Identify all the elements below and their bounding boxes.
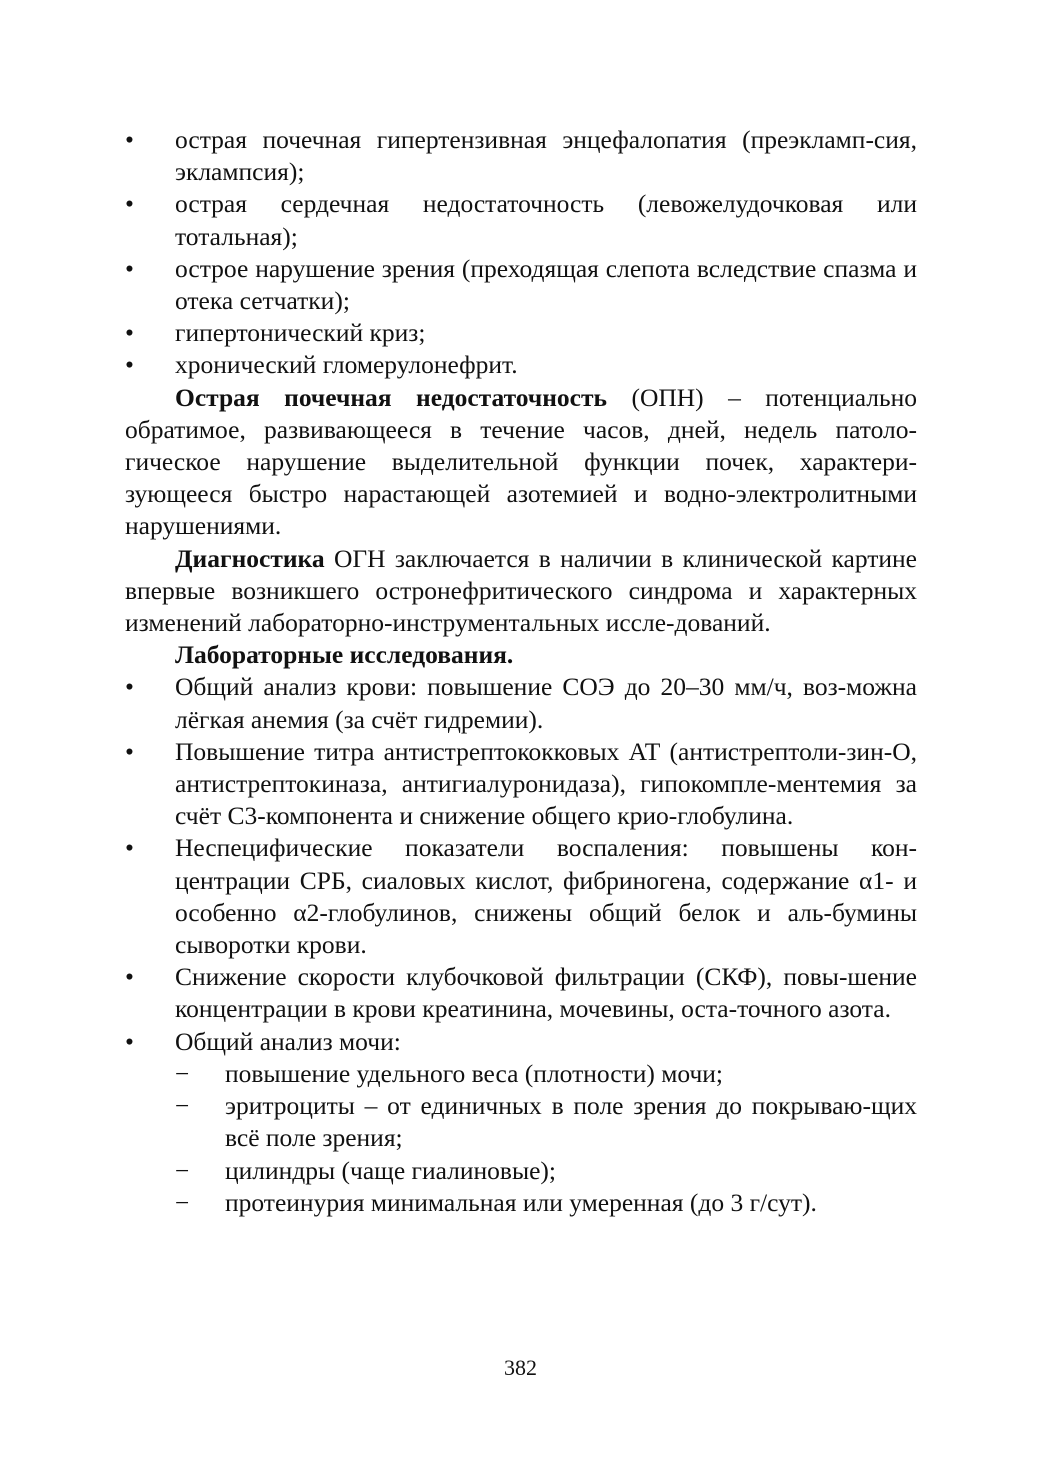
list-item: [125, 124, 917, 188]
bullet-icon: •: [125, 125, 134, 154]
list-item-text: Снижение скорости клубочковой фильтрации (СКФ), повы-шение концентрации в крови креатинина, мочевины, оста-точного азота.: [175, 962, 917, 1024]
list-item: [125, 188, 917, 252]
list-item: [125, 1026, 917, 1219]
diagnostics-term: Диагностика: [175, 543, 325, 573]
list-item: [125, 253, 917, 317]
diagnostics-text: ОГН заключается в наличии в клинической картине впервые возникшего остронефритического синдрома и характерных изменений лабораторно-инструментальных иссле-дований.: [125, 543, 917, 638]
diagnostics-paragraph: [125, 543, 917, 640]
page-number: 382: [504, 1355, 537, 1380]
sublist-item-text: эритроциты – от единичных в поле зрения до покрываю-щих всё поле зрения;: [225, 1091, 917, 1153]
bullet-icon: •: [125, 736, 134, 766]
dash-icon: −: [175, 1058, 190, 1088]
bullet-icon: •: [125, 253, 134, 283]
list-item: [125, 832, 917, 961]
sublist-item-text: протеинурия минимальная или умеренная (до 3 г/сут).: [225, 1187, 817, 1217]
list-item: [125, 736, 917, 833]
sublist-item: [175, 1155, 917, 1187]
list-item: [125, 961, 917, 1025]
bullet-icon: •: [125, 350, 134, 380]
list-item-text: острое нарушение зрения (преходящая слепота вследствие спазма и отека сетчатки);: [175, 253, 917, 316]
opn-paragraph: [125, 382, 917, 543]
list-item-text: Общий анализ мочи:: [175, 1026, 401, 1056]
dash-icon: −: [175, 1155, 190, 1185]
lab-list: [125, 671, 917, 1218]
bullet-icon: •: [125, 1026, 134, 1056]
dash-icon: −: [175, 1187, 190, 1217]
sublist-item: [175, 1058, 917, 1090]
sublist-item-text: повышение удельного веса (плотности) мочи;: [225, 1058, 724, 1088]
list-item-text: острая сердечная недостаточность (левожелудочковая или тотальная);: [175, 189, 917, 251]
list-item-text: Повышение титра антистрептококковых АТ (антистрептоли-зин-О, антистрептокиназа, антигиалуронидаза), гипокомпле-ментемия за счёт С3-компонента и снижение общего крио-глобулина.: [175, 736, 917, 831]
opn-term: Острая почечная недостаточность: [175, 382, 608, 412]
sublist-item: [175, 1090, 917, 1154]
urine-sublist: [175, 1058, 917, 1219]
opn-text: (ОПН) – потенциально обратимое, развивающееся в течение часов, дней, недель патоло-гическое нарушение выделительной функции почек, характери-зующееся быстро нарастающей азотемией и водно-электролитными нарушениями.: [125, 382, 918, 541]
bullet-icon: •: [125, 189, 134, 219]
sublist-item: [175, 1187, 917, 1219]
page-body: [125, 124, 917, 1219]
list-item-text: острая почечная гипертензивная энцефалопатия (преэкламп-сия, эклампсия);: [175, 125, 917, 187]
list-item-text: Неспецифические показатели воспаления: повышены кон-центрации СРБ, сиаловых кислот, фибриногена, содержание α1- и особенно α2-глобулинов, снижены общий белок и аль-бумины сыворотки крови.: [175, 833, 917, 960]
lab-heading: Лабораторные исследования.: [175, 640, 514, 670]
list-item-text: Общий анализ крови: повышение СОЭ до 20–30 мм/ч, воз-можна лёгкая анемия (за счёт гидремии).: [175, 672, 917, 734]
list-item-text: гипертонический криз;: [175, 318, 426, 348]
bullet-icon: •: [125, 962, 134, 992]
complications-list: [125, 124, 917, 382]
list-item: [125, 317, 917, 349]
list-item-text: хронический гломерулонефрит.: [175, 350, 518, 380]
bullet-icon: •: [125, 672, 134, 702]
list-item: [125, 349, 917, 381]
list-item: [125, 671, 917, 735]
bullet-icon: •: [125, 318, 134, 348]
bullet-icon: •: [125, 833, 134, 863]
sublist-item-text: цилиндры (чаще гиалиновые);: [225, 1155, 556, 1185]
dash-icon: −: [175, 1091, 190, 1121]
